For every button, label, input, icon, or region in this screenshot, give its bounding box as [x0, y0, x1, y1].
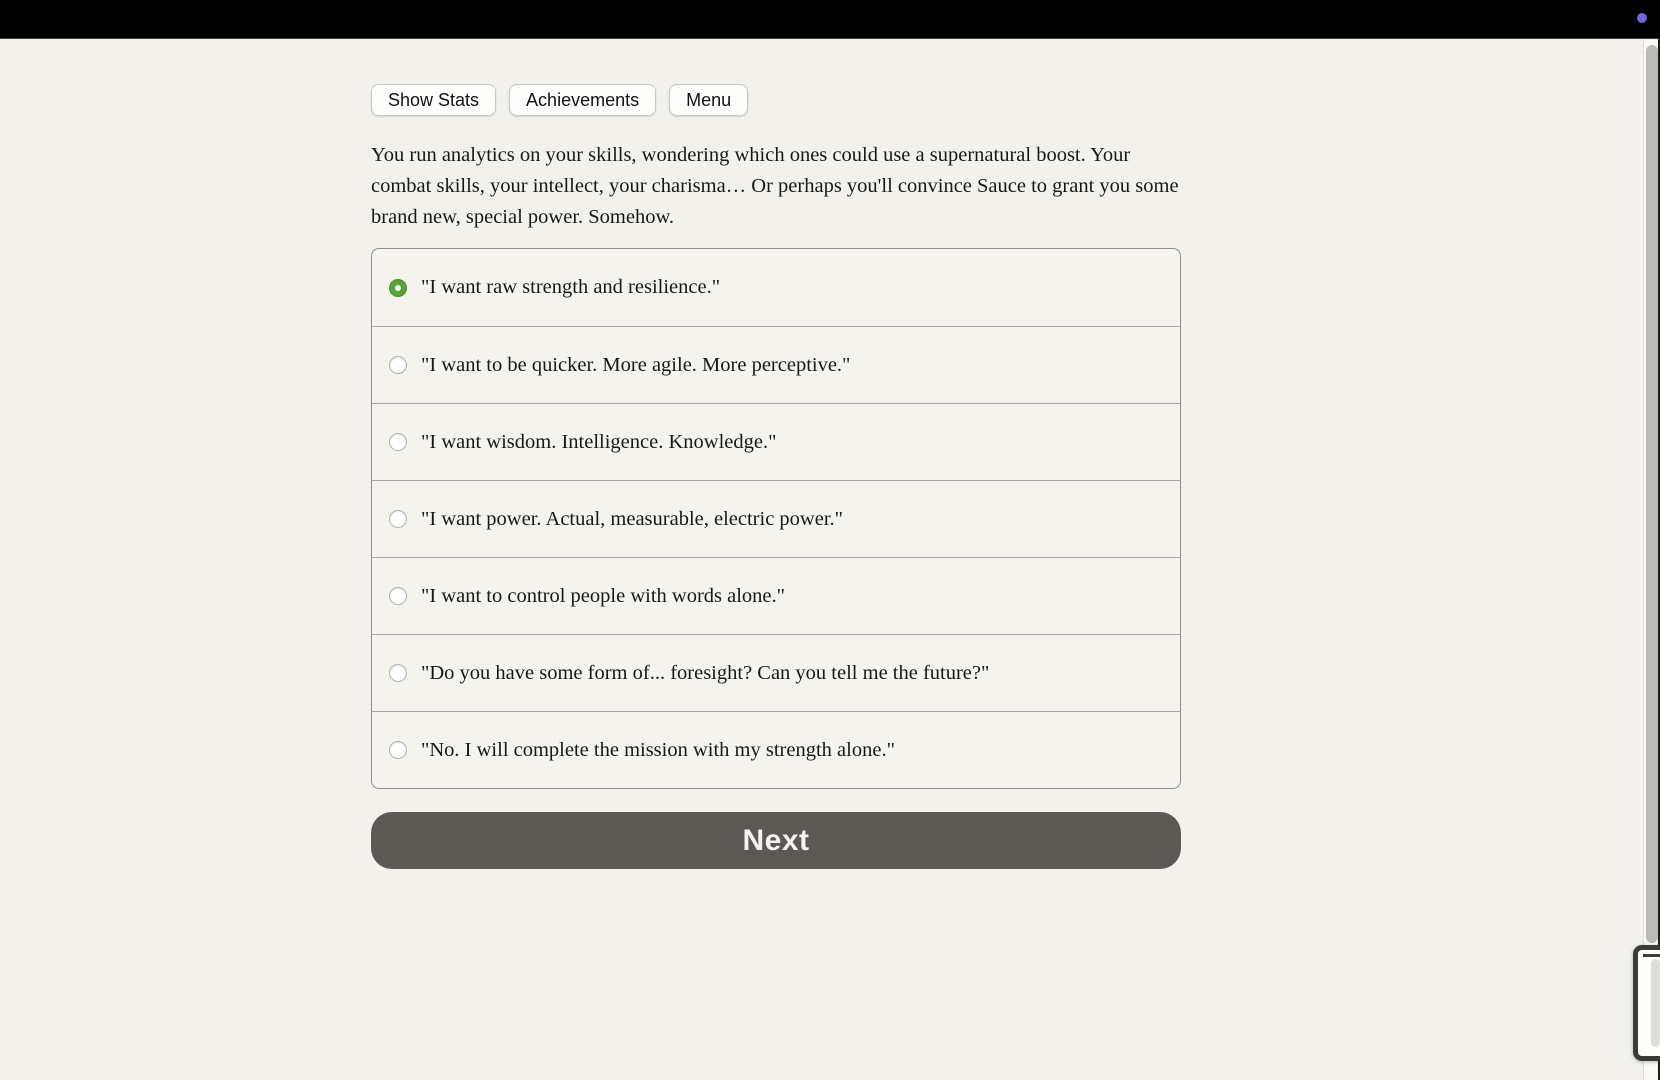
choice-list: [371, 248, 1181, 789]
radio-unselected-icon[interactable]: [389, 587, 407, 605]
radio-unselected-icon[interactable]: [389, 356, 407, 374]
choice-option-foresight[interactable]: [372, 634, 1180, 711]
choice-option-charisma[interactable]: [372, 557, 1180, 634]
game-nav-row: [371, 84, 1181, 116]
scrollbar-thumb[interactable]: [1646, 45, 1658, 943]
choice-option-power[interactable]: [372, 480, 1180, 557]
choice-option-agility[interactable]: [372, 326, 1180, 403]
magnifier-line: [1643, 954, 1660, 957]
show-stats-button[interactable]: Show Stats: [371, 84, 496, 116]
radio-unselected-icon[interactable]: [389, 741, 407, 759]
radio-unselected-icon[interactable]: [389, 433, 407, 451]
magnifier-scrollbar-bar: [1651, 959, 1660, 1047]
choice-option-wisdom[interactable]: [372, 403, 1180, 480]
radio-unselected-icon[interactable]: [389, 664, 407, 682]
choice-label: "No. I will complete the mission with my strength alone.": [421, 738, 895, 761]
top-black-bar: [0, 0, 1660, 39]
choice-label: "I want raw strength and resilience.": [421, 276, 721, 298]
choice-label: "I want power. Actual, measurable, electric power.": [421, 507, 844, 530]
choice-label: "I want to be quicker. More agile. More perceptive.": [421, 353, 851, 376]
choice-label: "Do you have some form of... foresight? Can you tell me the future?": [421, 661, 990, 684]
choice-option-strength[interactable]: [372, 249, 1180, 326]
achievements-button[interactable]: Achievements: [509, 84, 656, 116]
next-button[interactable]: Next: [371, 812, 1181, 869]
choice-option-none[interactable]: [372, 711, 1180, 788]
choice-label: "I want to control people with words alone.": [421, 584, 786, 607]
notification-dot-icon: [1637, 13, 1647, 23]
narrative-text: You run analytics on your skills, wondering which ones could use a supernatural boost. Your combat skills, your intellect, your charisma… Or perhaps you'll convince Sauce to grant you some brand new, special power. Somehow.: [371, 144, 1179, 228]
magnifier-overlay: [1633, 945, 1660, 1061]
choice-label: "I want wisdom. Intelligence. Knowledge.": [421, 430, 777, 453]
menu-button[interactable]: Menu: [669, 84, 748, 116]
game-content: [371, 39, 1181, 869]
radio-selected-icon[interactable]: [389, 279, 407, 297]
radio-unselected-icon[interactable]: [389, 510, 407, 528]
